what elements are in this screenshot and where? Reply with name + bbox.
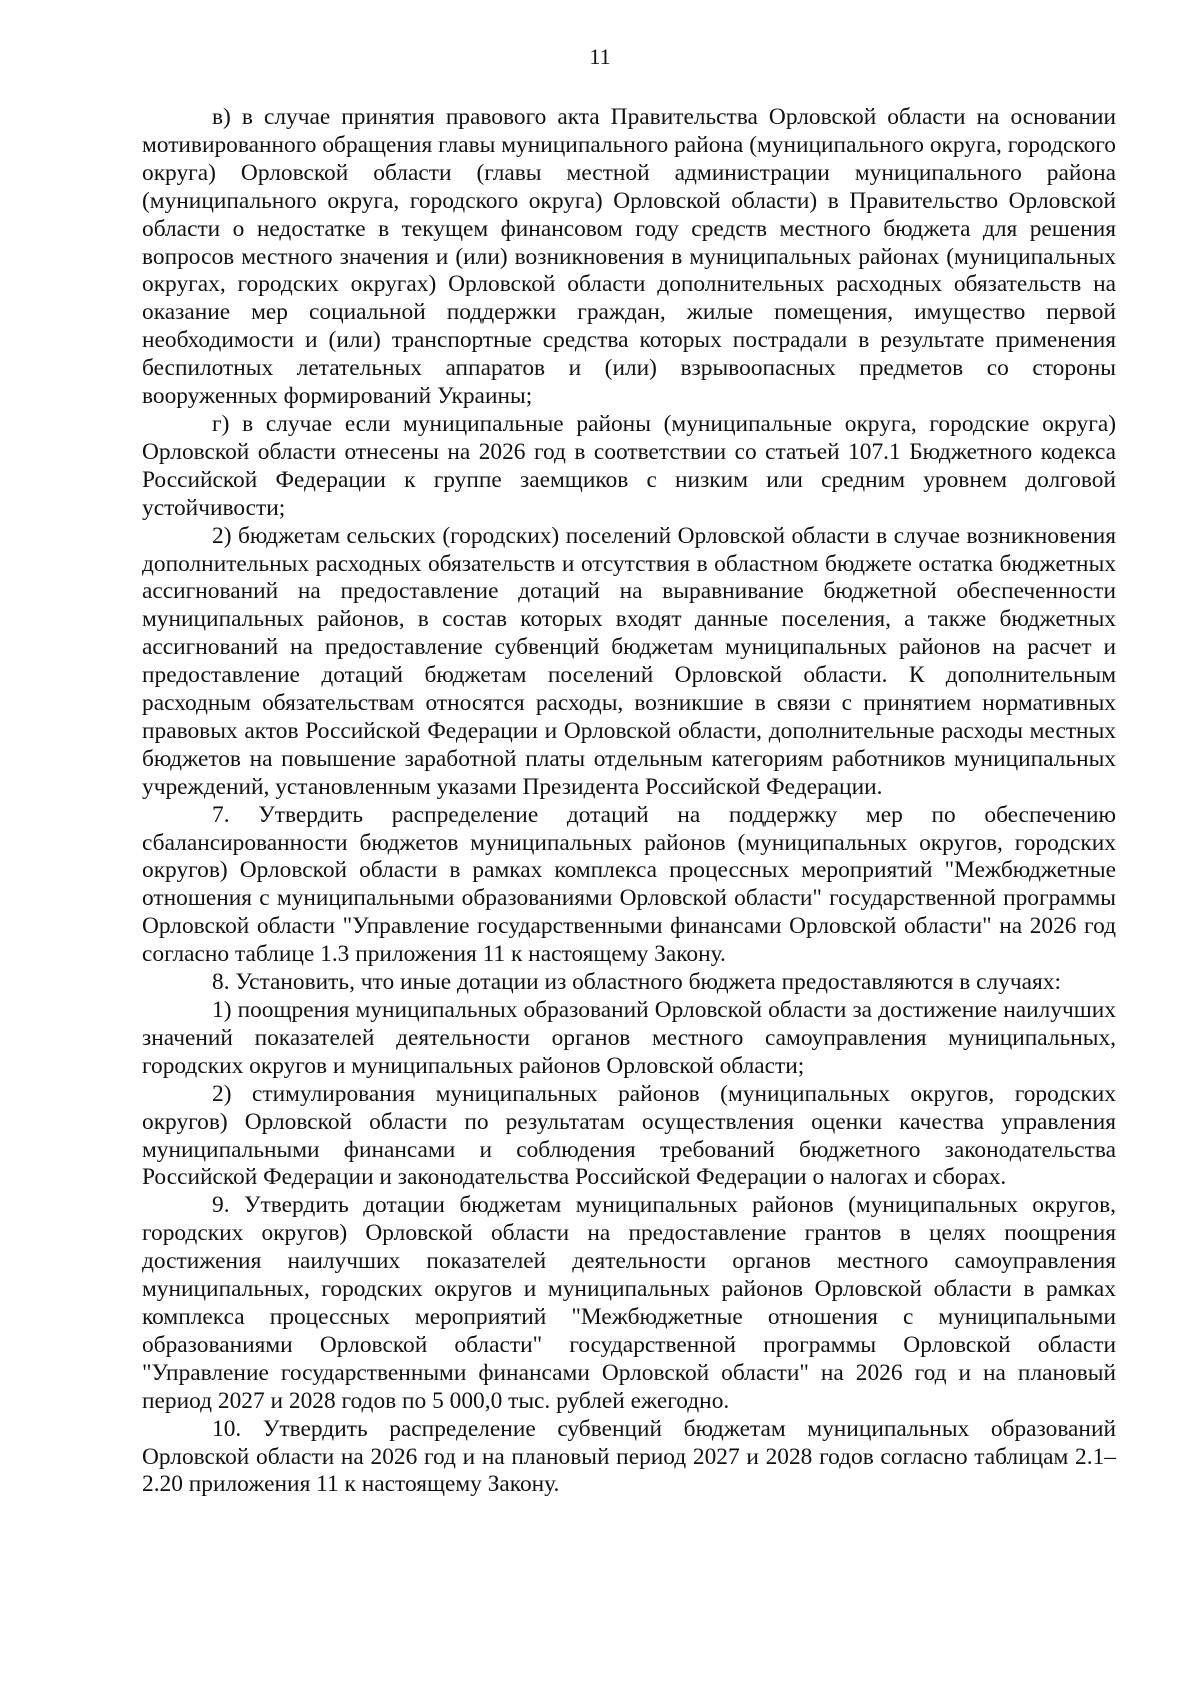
paragraph-9: 9. Утвердить дотации бюджетам муниципальных районов (муниципальных округов, городских округов) Орловской области на предоставление грантов в целях поощрения достижения наилучших показателей деятельности органов местного самоуправления муниципальных, городских округов и муниципальных районов Орловской области в рамках комплекса процессных мероприятий "Межбюджетные отношения с муниципальными образованиями Орловской области" государственной программы Орловской области "Управление государственными финансами Орловской области" на 2026 год и на плановый период 2027 и 2028 годов по 5 000,0 тыс. рублей ежегодно. xyxy=(142,1192,1116,1414)
paragraph-g: г) в случае если муниципальные районы (муниципальные округа, городские округа) Орловской области отнесены на 2026 год в соответствии со статьей 107.1 Бюджетного кодекса Российской Федерации к группе заемщиков с низким или средним уровнем долговой устойчивости; xyxy=(142,410,1116,521)
paragraph-v: в) в случае принятия правового акта Правительства Орловской области на основании мотивированного обращения главы муниципального района (муниципального округа, городского округа) Орловской области (главы местной администрации муниципального района (муниципального округа, городского округа) Орловской области) в Правительство Орловской области о недостатке в текущем финансовом году средств местного бюджета для решения вопросов местного значения и (или) возникновения в муниципальных районах (муниципальных округах, городских округах) Орловской области дополнительных расходных обязательств на оказание мер социальной поддержки граждан, жилые помещения, имущество первой необходимости и (или) транспортные средства которых пострадали в результате применения беспилотных летательных аппаратов и (или) взрывоопасных предметов со стороны вооруженных формирований Украины; xyxy=(142,104,1116,410)
paragraph-8-2: 2) стимулирования муниципальных районов (муниципальных округов, городских округов) Орловской области по результатам осуществления оценки качества управления муниципальными финансами и соблюдения требований бюджетного законодательства Российской Федерации и законодательства Российской Федерации о налогах и сборах. xyxy=(142,1080,1116,1191)
paragraph-8-1: 1) поощрения муниципальных образований Орловской области за достижение наилучших значений показателей деятельности органов местного самоуправления муниципальных, городских округов и муниципальных районов Орловской области; xyxy=(142,997,1116,1079)
document-body xyxy=(142,104,1116,1499)
paragraph-10: 10. Утвердить распределение субвенций бюджетам муниципальных образований Орловской области на 2026 год и на плановый период 2027 и 2028 годов согласно таблицам 2.1–2.20 приложения 11 к настоящему Закону. xyxy=(142,1415,1116,1498)
paragraph-8: 8. Установить, что иные дотации из областного бюджета предоставляются в случаях: xyxy=(212,969,1061,996)
paragraph-2: 2) бюджетам сельских (городских) поселений Орловской области в случае возникновения дополнительных расходных обязательств и отсутствия в областном бюджете остатка бюджетных ассигнований на предоставление дотаций на выравнивание бюджетной обеспеченности муниципальных районов, в состав которых входят данные поселения, а также бюджетных ассигнований на предоставление субвенций бюджетам муниципальных районов на расчет и предоставление дотаций бюджетам поселений Орловской области. К дополнительным расходным обязательствам относятся расходы, возникшие в связи с принятием нормативных правовых актов Российской Федерации и Орловской области, дополнительные расходы местных бюджетов на повышение заработной платы отдельным категориям работников муниципальных учреждений, установленным указами Президента Российской Федерации. xyxy=(142,522,1116,800)
page-number: 11 xyxy=(589,44,611,69)
paragraph-7: 7. Утвердить распределение дотаций на поддержку мер по обеспечению сбалансированности бюджетов муниципальных районов (муниципальных округов, городских округов) Орловской области в рамках комплекса процессных мероприятий "Межбюджетные отношения с муниципальными образованиями Орловской области" государственной программы Орловской области "Управление государственными финансами Орловской области" на 2026 год согласно таблице 1.3 приложения 11 к настоящему Закону. xyxy=(142,801,1116,968)
